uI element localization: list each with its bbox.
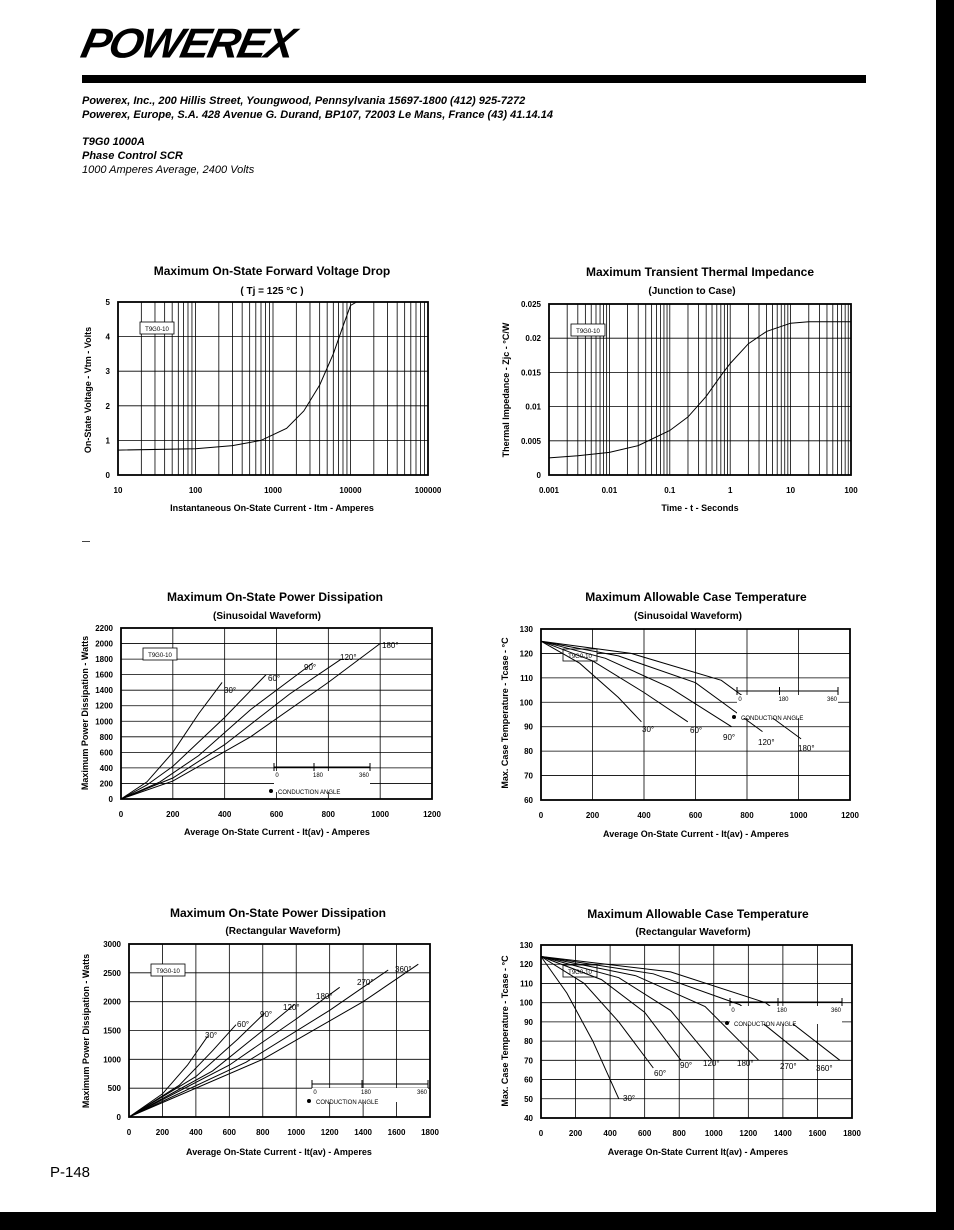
y-tick-label: 0.005 [520,436,541,446]
device-rating: 1000 Amperes Average, 2400 Volts [82,164,255,176]
series-curve [549,322,851,458]
x-tick-label: 1200 [739,1129,758,1138]
curve-tag-label: T9G0-10 [145,327,169,333]
y-tick-label: 0 [536,471,541,480]
y-axis-label: Maximum Power Dissipation - Watts [81,953,91,1109]
y-tick-label: 2200 [95,624,113,633]
y-tick-label: 500 [107,1084,121,1094]
y-tick-label: 3 [105,367,110,377]
y-tick-label: 800 [99,732,113,742]
x-tick-label: 1600 [387,1128,406,1137]
x-tick-label: 400 [637,811,651,820]
part-number: T9G0 1000A [82,136,145,148]
y-tick-label: 60 [524,1075,533,1085]
y-tick-label: 110 [520,979,533,989]
y-tick-label: 1200 [95,701,113,711]
x-tick-label: 1000 [264,486,282,495]
y-tick-label: 100 [519,698,533,708]
conduction-angle-caption: CONDUCTION ANGLE [316,1100,379,1106]
conduction-angle-inset [307,1080,428,1106]
x-tick-label: 200 [155,1128,170,1137]
chart-title: Maximum On-State Forward Voltage Drop [153,264,391,278]
x-tick-label: 0.01 [601,486,618,495]
y-tick-label: 2 [105,401,110,411]
y-tick-label: 1 [105,436,110,446]
series-label: 90° [260,1010,273,1019]
conduction-angle-caption: CONDUCTION ANGLE [278,790,341,796]
y-tick-label: 90 [524,1017,533,1027]
chart-title: Maximum On-State Power Dissipation [169,906,387,920]
y-tick-label: 1400 [95,686,113,696]
series-label: 60° [268,674,281,683]
y-tick-label: 1600 [95,670,113,680]
inset-origin-dot [725,1021,729,1025]
y-tick-label: 200 [99,779,113,789]
x-tick-label: 1200 [423,810,441,819]
y-axis-label: Max. Case Temperature - Tcase - °C [500,637,510,789]
inset-angle-label: 180 [776,1008,788,1014]
curve-tag-label: T9G0-10 [576,329,600,335]
x-tick-label: 1800 [843,1129,861,1138]
inset-angle-label: 360 [826,697,838,703]
x-tick-label: 10 [786,486,796,495]
address-europe: Powerex, Europe, S.A. 428 Avenue G. Durand, BP107, 72003 Le Mans, France (43) 41.14.14 [82,109,553,121]
y-tick-label: 1800 [95,655,113,665]
x-tick-label: 200 [166,810,180,819]
series-label: 270° [780,1062,797,1071]
x-tick-label: 400 [189,1128,203,1137]
x-axis-label: Average On-State Current - It(av) - Amperes [603,829,789,839]
x-tick-label: 100 [844,486,858,495]
y-tick-label: 130 [519,625,533,634]
y-tick-label: 50 [524,1094,533,1104]
curve-tag-label: T9G0-10 [568,654,592,660]
y-tick-label: 1000 [95,717,113,727]
y-tick-label: 2000 [103,997,121,1007]
device-type: Phase Control SCR [82,150,183,162]
y-tick-label: 400 [99,763,113,773]
address-us: Powerex, Inc., 200 Hillis Street, Youngwood, Pennsylvania 15697-1800 (412) 925-7272 [82,95,526,107]
y-axis-label: Maximum Power Dissipation - Watts [80,635,90,791]
x-tick-label: 800 [672,1129,686,1138]
x-tick-label: 600 [222,1128,237,1137]
curve-tag-label: T9G0-10 [148,653,172,659]
series-label: 180° [737,1059,754,1068]
series-label: 270° [357,978,374,987]
inset-angle-label: 360 [416,1090,428,1096]
y-tick-label: 130 [519,941,533,950]
series-label: 60° [690,726,703,735]
series-label: 60° [237,1020,250,1029]
chart-c1 [83,264,442,513]
y-tick-label: 0.025 [520,300,541,309]
chart-title: Maximum Transient Thermal Impedance [585,265,815,279]
y-tick-label: 4 [105,332,110,342]
powerex-logo: POWEREX [77,20,298,67]
chart-c4 [500,590,859,839]
x-tick-label: 1600 [808,1129,827,1138]
series-label: 90° [723,733,736,742]
y-tick-label: 80 [524,1037,533,1047]
inset-origin-dot [307,1099,311,1103]
y-tick-label: 1500 [103,1026,121,1036]
y-axis-label: Thermal Impedance - Zjc - °C/W [501,322,511,458]
x-tick-label: 0 [538,811,544,820]
inset-angle-label: 180 [312,773,324,779]
series-curve [541,957,681,1061]
x-axis-label: Instantaneous On-State Current - Itm - Amperes [170,503,374,513]
curve-tag-label: T9G0-10 [568,970,592,976]
inset-angle-label: 180 [778,697,789,703]
conduction-angle-inset [725,998,842,1028]
x-tick-label: 600 [637,1129,652,1138]
x-tick-label: 800 [740,811,754,820]
x-tick-label: 0.001 [538,486,560,495]
series-label: 30° [224,686,237,695]
x-tick-label: 1000 [704,1129,723,1138]
y-tick-label: 120 [519,960,533,970]
series-label: 120° [758,738,775,747]
conduction-angle-inset [732,687,838,722]
curve-tag [143,648,177,660]
series-curve [541,957,619,1099]
series-label: 120° [703,1059,720,1068]
series-label: 120° [283,1003,300,1012]
chart-c5 [81,906,439,1157]
series-label: 360° [395,965,412,974]
y-tick-label: 0.015 [520,368,541,378]
chart-subtitle: (Junction to Case) [648,286,736,297]
curve-tag [151,964,185,976]
x-tick-label: 800 [256,1128,270,1137]
chart-c6 [500,907,861,1157]
series-label: 60° [654,1069,667,1078]
y-tick-label: 70 [524,771,533,781]
x-tick-label: 100000 [414,486,442,495]
conduction-angle-caption: CONDUCTION ANGLE [741,716,804,722]
x-tick-label: 800 [321,810,336,819]
inset-angle-label: 360 [830,1008,842,1014]
series-label: 30° [642,725,655,734]
x-tick-label: 600 [688,811,703,820]
y-tick-label: 1000 [103,1055,121,1065]
curve-tag [571,324,605,336]
x-tick-label: 1000 [371,810,390,819]
chart-subtitle: (Sinusoidal Waveform) [213,611,321,622]
x-tick-label: 600 [269,810,284,819]
curve-tag-label: T9G0-10 [156,969,180,975]
x-tick-label: 1400 [773,1129,792,1138]
chart-subtitle: (Sinusoidal Waveform) [634,611,742,622]
x-tick-label: 0.1 [664,486,676,495]
x-tick-label: 400 [217,810,232,819]
y-tick-label: 0.01 [525,402,541,412]
series-label: 180° [798,744,815,753]
y-tick-label: 60 [524,796,533,805]
x-tick-label: 200 [585,811,600,820]
y-tick-label: 110 [520,673,533,683]
chart-title: Maximum Allowable Case Temperature [587,907,809,921]
y-tick-label: 0 [108,795,113,804]
series-label: 30° [205,1031,218,1040]
y-tick-label: 0 [105,471,110,480]
page-number: P-148 [50,1164,91,1181]
y-tick-label: 40 [524,1114,533,1123]
x-axis-label: Average On-State Current - It(av) - Amperes [186,1147,372,1157]
chart-subtitle: (Rectangular Waveform) [635,927,751,938]
chart-c2 [501,265,858,513]
y-tick-label: 0 [116,1113,121,1122]
series-label: 30° [623,1094,636,1103]
inset-angle-label: 0 [738,697,742,703]
x-tick-label: 1800 [421,1128,439,1137]
chart-title: Maximum On-State Power Dissipation [166,590,384,604]
inset-angle-label: 0 [731,1008,735,1014]
x-tick-label: 400 [603,1129,617,1138]
inset-origin-dot [269,789,273,793]
y-tick-label: 70 [524,1056,533,1066]
y-tick-label: 3000 [103,940,121,949]
series-label: 180° [316,992,333,1001]
x-tick-label: 200 [568,1129,583,1138]
y-axis-label: On-State Voltage - Vtm - Volts [83,326,93,454]
x-tick-label: 10 [113,486,123,495]
x-axis-label: Average On-State Current It(av) - Amperes [607,1147,789,1157]
x-tick-label: 1400 [354,1128,373,1137]
inset-angle-label: 360 [358,773,370,779]
curve-tag [140,322,174,334]
inset-origin-dot [732,715,736,719]
x-tick-label: 1000 [287,1128,306,1137]
x-tick-label: 1 [727,486,733,495]
y-tick-label: 100 [519,998,533,1008]
series-label: 360° [816,1064,833,1073]
inset-angle-label: 180 [360,1090,372,1096]
x-tick-label: 1000 [789,811,808,820]
x-tick-label: 10000 [339,486,362,495]
series-label: 180° [382,641,399,650]
y-tick-label: 600 [99,748,113,758]
y-tick-label: 90 [524,722,533,732]
chart-subtitle: (Rectangular Waveform) [225,926,341,937]
x-tick-label: 1200 [841,811,859,820]
y-tick-label: 2000 [95,639,113,649]
series-label: 90° [304,663,317,672]
y-tick-label: 5 [105,298,110,307]
x-tick-label: 100 [188,486,203,495]
chart-title: Maximum Allowable Case Temperature [585,590,807,604]
x-tick-label: 1200 [320,1128,339,1137]
y-tick-label: 2500 [103,968,121,978]
y-tick-label: 0.02 [525,334,541,344]
inset-angle-label: 0 [275,773,279,779]
y-tick-label: 80 [524,747,533,757]
inset-angle-label: 0 [313,1090,317,1096]
x-tick-label: 0 [538,1129,544,1138]
y-axis-label: Max. Case Temperature - Tcase - °C [500,955,510,1107]
series-label: 90° [680,1061,693,1070]
x-tick-label: 0 [118,810,124,819]
chart-subtitle: ( Tj = 125 °C ) [240,286,304,297]
series-label: 120° [340,653,357,662]
y-tick-label: 120 [519,649,533,659]
x-axis-label: Time - t - Seconds [661,503,739,513]
x-axis-label: Average On-State Current - It(av) - Amperes [184,827,370,837]
x-tick-label: 0 [126,1128,132,1137]
chart-c3 [80,590,441,837]
conduction-angle-caption: CONDUCTION ANGLE [734,1022,797,1028]
